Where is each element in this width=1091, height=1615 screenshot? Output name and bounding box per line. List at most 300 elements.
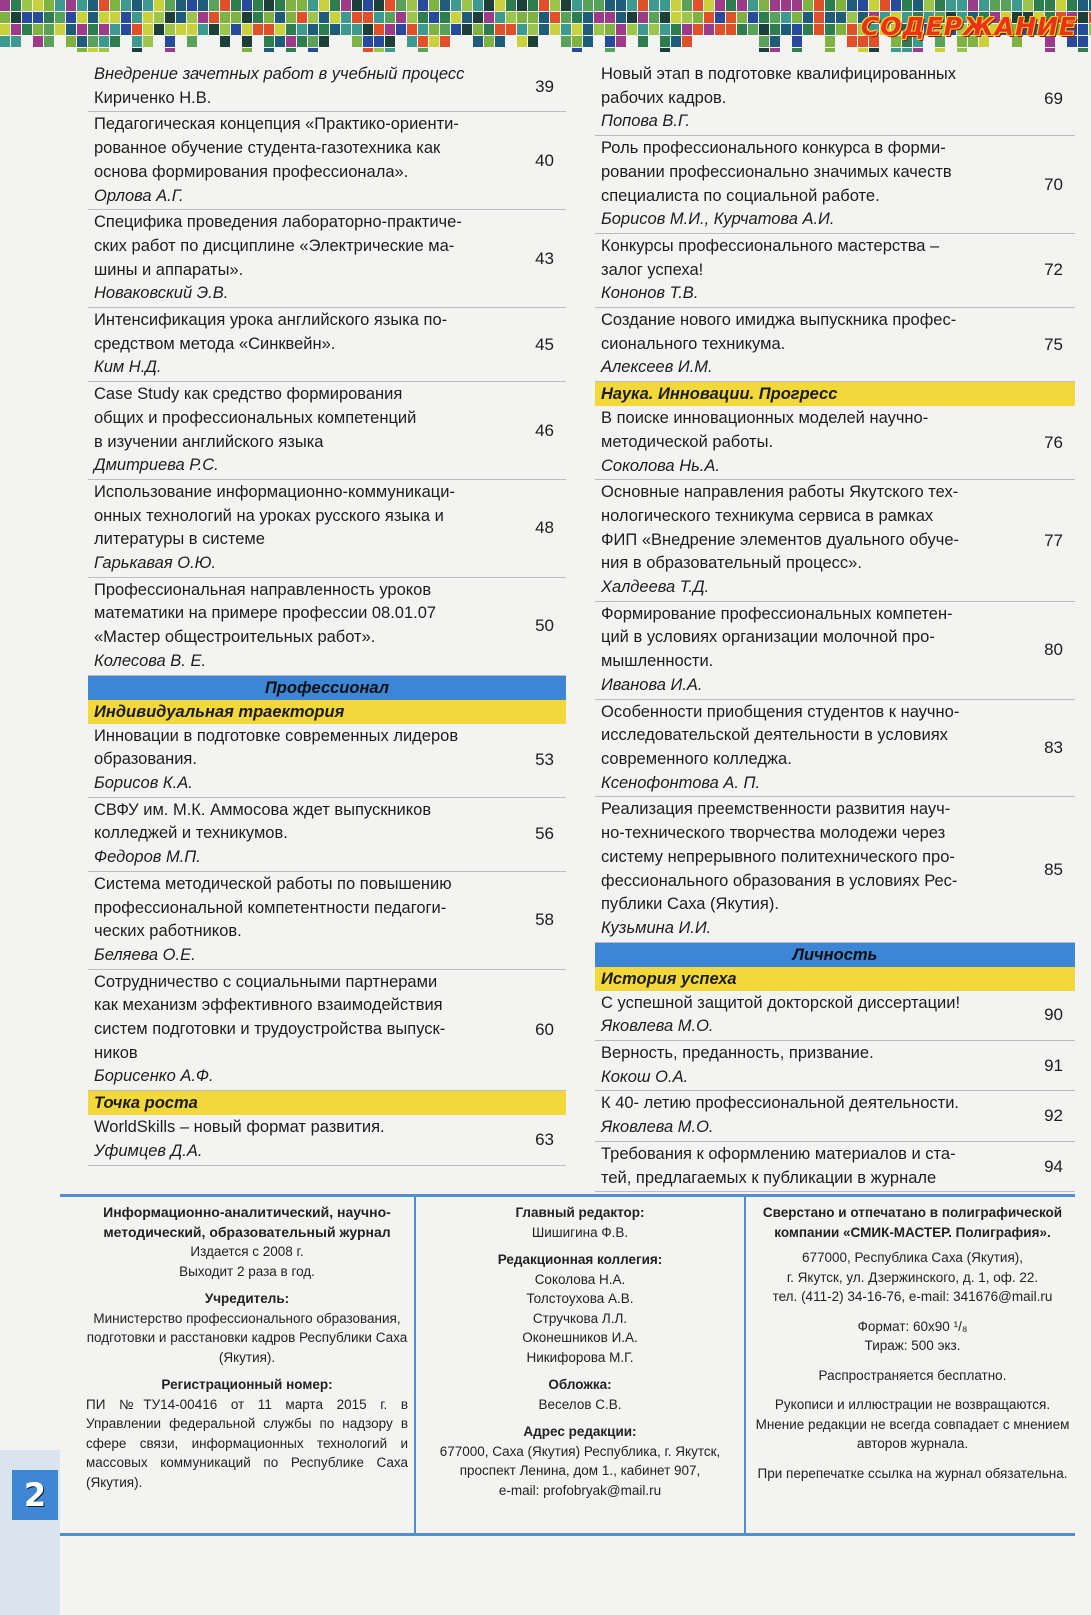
toc-entry[interactable]	[88, 308, 566, 382]
editorial-email[interactable]: e-mail: profobryak@mail.ru	[498, 1482, 662, 1498]
imprint-editorial	[420, 1203, 740, 1500]
mosaic-tile	[286, 24, 296, 35]
mosaic-tile	[528, 36, 538, 47]
mosaic-tile	[957, 0, 967, 11]
mosaic-tile	[495, 0, 505, 11]
mosaic-tile	[792, 48, 802, 52]
entry-page-number: 60	[535, 1020, 554, 1040]
entry-page-number: 50	[535, 616, 554, 636]
mosaic-tile	[528, 12, 538, 23]
founder-label: Учредитель:	[204, 1291, 290, 1306]
mosaic-tile	[858, 48, 868, 52]
mosaic-tile	[11, 36, 21, 47]
mosaic-tile	[583, 24, 593, 35]
editor: Шишигина Ф.В.	[531, 1224, 629, 1240]
mosaic-tile	[748, 0, 758, 11]
toc-entry[interactable]	[88, 210, 566, 308]
toc-entry[interactable]	[88, 62, 566, 112]
toc-entry[interactable]	[88, 382, 566, 480]
mosaic-tile	[561, 0, 571, 11]
mosaic-tile	[352, 24, 362, 35]
entry-title: Формирование профессиональных компетен- ций в условиях организации молочной про- мышленности.	[601, 604, 953, 671]
mosaic-tile	[407, 36, 417, 47]
mosaic-tile	[363, 0, 373, 11]
mosaic-tile	[803, 0, 813, 11]
mosaic-tile	[341, 12, 351, 23]
mosaic-tile	[374, 48, 384, 52]
mosaic-tile	[44, 36, 54, 47]
entry-author: Борисов К.А.	[94, 773, 193, 792]
mosaic-tile	[264, 24, 274, 35]
mosaic-tile	[649, 12, 659, 23]
printer: Сверстано и отпечатано в полиграфической компании «СМИК-МАСТЕР. Полиграфия».	[762, 1205, 1063, 1240]
mosaic-tile	[198, 24, 208, 35]
mosaic-tile	[462, 12, 472, 23]
mosaic-tile	[638, 24, 648, 35]
mosaic-tile	[253, 0, 263, 11]
mosaic-tile	[759, 0, 769, 11]
distribution-note: Распространяется бесплатно.	[818, 1367, 1007, 1383]
mosaic-tile	[165, 48, 175, 52]
divider-bottom	[60, 1533, 1075, 1536]
mosaic-tile	[198, 0, 208, 11]
entry-author: Орлова А.Г.	[94, 186, 184, 205]
mosaic-tile	[132, 12, 142, 23]
mosaic-tile	[198, 12, 208, 23]
mosaic-tile	[759, 24, 769, 35]
mosaic-tile	[77, 48, 87, 52]
mosaic-tile	[66, 12, 76, 23]
mosaic-tile	[319, 12, 329, 23]
mosaic-tile	[1078, 48, 1088, 52]
entry-title: Использование информационно-коммуникаци- онных технологий на уроках русского языка и литературы в системе	[94, 482, 455, 549]
mosaic-tile	[902, 48, 912, 52]
mosaic-tile	[33, 36, 43, 47]
mosaic-tile	[33, 0, 43, 11]
mosaic-tile	[297, 12, 307, 23]
entry-title: Роль профессионального конкурса в форми- ровании профессионально значимых качеств специалиста по социальной работе.	[601, 139, 952, 205]
entry-title: Case Study как средство формирования общих и профессиональных компетенций в изучении английского языка	[94, 385, 417, 451]
mosaic-tile	[286, 36, 296, 47]
mosaic-tile	[231, 24, 241, 35]
mosaic-tile	[473, 12, 483, 23]
imprint-printer	[750, 1203, 1075, 1483]
entry-page-number: 76	[1044, 432, 1063, 452]
mosaic-tile	[418, 0, 428, 11]
entry-title: В поиске инновационных моделей научно- методической работы.	[601, 409, 929, 451]
board-member: Никифорова М.Г.	[526, 1349, 634, 1365]
mosaic-tile	[220, 24, 230, 35]
mosaic-tile	[209, 24, 219, 35]
mosaic-tile	[913, 0, 923, 11]
mosaic-tile	[484, 24, 494, 35]
mosaic-tile	[275, 0, 285, 11]
entry-author: Новаковский Э.В.	[94, 284, 229, 303]
mosaic-tile	[264, 48, 274, 52]
toc-entry[interactable]	[595, 308, 1075, 382]
entry-page-number: 92	[1044, 1106, 1063, 1126]
mosaic-tile	[836, 0, 846, 11]
mosaic-tile	[385, 0, 395, 11]
mosaic-tile	[132, 0, 142, 11]
mosaic-tile	[726, 0, 736, 11]
mosaic-tile	[132, 36, 142, 47]
toc-entry[interactable]	[595, 1091, 1075, 1141]
mosaic-tile	[715, 12, 725, 23]
mosaic-tile	[770, 12, 780, 23]
mosaic-tile	[616, 36, 626, 47]
entry-title: Создание нового имиджа выпускника профес- сионального техникума.	[601, 311, 957, 353]
mosaic-tile	[132, 48, 142, 52]
mosaic-tile	[495, 24, 505, 35]
mosaic-tile	[363, 12, 373, 23]
entry-page-number: 43	[535, 248, 554, 268]
mosaic-tile	[671, 12, 681, 23]
mosaic-tile	[429, 36, 439, 47]
entry-page-number: 48	[535, 518, 554, 538]
mosaic-tile	[440, 24, 450, 35]
mosaic-tile	[605, 36, 615, 47]
mosaic-tile	[836, 24, 846, 35]
toc-section-heading: Личность	[595, 943, 1075, 967]
mosaic-tile	[396, 0, 406, 11]
mosaic-tile	[759, 12, 769, 23]
mosaic-tile	[858, 0, 868, 11]
board-member: Оконешников И.А.	[522, 1330, 638, 1345]
mosaic-tile	[693, 12, 703, 23]
mosaic-tile	[407, 24, 417, 35]
mosaic-tile	[88, 24, 98, 35]
toc-entry[interactable]	[88, 112, 566, 210]
toc-entry[interactable]	[88, 480, 566, 578]
mosaic-tile	[1001, 0, 1011, 11]
mosaic-tile	[517, 12, 527, 23]
entry-page-number: 80	[1044, 640, 1063, 660]
mosaic-tile	[0, 36, 10, 47]
entry-title: Интенсификация урока английского языка по- средством метода «Синквейн».	[94, 311, 448, 353]
mosaic-tile	[33, 12, 43, 23]
mosaic-tile	[165, 12, 175, 23]
mosaic-tile	[660, 36, 670, 47]
entry-page-number: 90	[1044, 1005, 1063, 1025]
entry-title: Новый этап в подготовке квалифицированных рабочих кадров.	[601, 65, 957, 107]
mosaic-tile	[814, 0, 824, 11]
mosaic-tile	[847, 12, 857, 23]
mosaic-tile	[22, 0, 32, 11]
mosaic-tile	[143, 24, 153, 35]
mosaic-tile	[1078, 24, 1088, 35]
mosaic-tile	[308, 12, 318, 23]
mosaic-tile	[99, 12, 109, 23]
mosaic-tile	[561, 12, 571, 23]
imprint-publisher	[86, 1203, 408, 1492]
mosaic-tile	[462, 0, 472, 11]
entry-page-number: 58	[535, 910, 554, 930]
page-number: 2	[12, 1470, 58, 1520]
mosaic-tile	[121, 0, 131, 11]
mosaic-tile	[374, 36, 384, 47]
mosaic-tile	[1045, 0, 1055, 11]
toc-entry[interactable]	[595, 480, 1075, 602]
mosaic-tile	[0, 0, 10, 11]
mosaic-tile	[517, 24, 527, 35]
entry-page-number: 75	[1044, 334, 1063, 354]
entry-title: СВФУ им. М.К. Аммосова ждет выпускников колледжей и техникумов.	[94, 800, 432, 843]
mosaic-tile	[781, 0, 791, 11]
mosaic-tile	[176, 12, 186, 23]
mosaic-tile	[308, 24, 318, 35]
toc-entry[interactable]	[88, 724, 566, 798]
mosaic-tile	[825, 12, 835, 23]
mosaic-tile	[737, 24, 747, 35]
mosaic-tile	[220, 36, 230, 47]
mosaic-tile	[682, 24, 692, 35]
mosaic-tile	[484, 12, 494, 23]
mosaic-tile	[253, 24, 263, 35]
entry-title: Инновации в подготовке современных лидеров образования.	[94, 726, 459, 769]
journal-type: Информационно-аналитический, научно-методический, образовательный журнал	[103, 1204, 391, 1240]
mosaic-tile	[968, 0, 978, 11]
mosaic-tile	[407, 0, 417, 11]
mosaic-tile	[143, 12, 153, 23]
toc-right-column	[595, 62, 1075, 1192]
mosaic-tile	[242, 48, 252, 52]
mosaic-tile	[748, 24, 758, 35]
mosaic-tile	[1078, 0, 1088, 11]
mosaic-tile	[539, 12, 549, 23]
toc-entry[interactable]	[88, 872, 566, 970]
mosaic-tile	[935, 0, 945, 11]
mosaic-tile	[308, 0, 318, 11]
mosaic-tile	[814, 24, 824, 35]
entry-page-number: 56	[535, 824, 554, 844]
page-section-title: СОДЕРЖАНИЕ	[860, 12, 1077, 41]
mosaic-tile	[605, 12, 615, 23]
entry-title: Система методической работы по повышению профессиональной компетентности педагоги- ческих работников.	[94, 874, 452, 941]
mosaic-tile	[11, 24, 21, 35]
toc-subsection-heading: Наука. Инновации. Прогресс	[595, 382, 1075, 406]
entry-title: Внедрение зачетных работ в учебный процесс	[94, 65, 465, 83]
mosaic-tile	[77, 12, 87, 23]
mosaic-tile	[682, 36, 692, 47]
entry-page-number: 39	[535, 76, 554, 96]
toc-entry[interactable]	[88, 970, 566, 1092]
mosaic-tile	[847, 36, 857, 47]
mosaic-tile	[528, 0, 538, 11]
mosaic-tile	[550, 24, 560, 35]
entry-author: Халдеева Т.Д.	[601, 578, 710, 597]
entry-author: Федоров М.П.	[94, 848, 201, 867]
mosaic-tile	[231, 0, 241, 11]
mosaic-tile	[385, 36, 395, 47]
mosaic-tile	[451, 12, 461, 23]
address-label: Адрес редакции:	[523, 1424, 637, 1439]
mosaic-tile	[605, 48, 615, 52]
mosaic-tile	[121, 24, 131, 35]
mosaic-tile	[55, 12, 65, 23]
mosaic-tile	[363, 48, 373, 52]
entry-page-number: 85	[1044, 859, 1063, 879]
entry-title: Реализация преемственности развития науч- но-технического творчества молодежи через систему непрерывного политехнического про- фессионального образования в условиях Рес- публики Саха (Якутия).	[601, 800, 958, 914]
toc-entry[interactable]	[595, 1041, 1075, 1091]
founder: Министерство профессионального образования, подготовки и расстановки кадров Республики Саха (Якутия).	[86, 1310, 408, 1365]
mosaic-tile	[693, 0, 703, 11]
mosaic-tile	[429, 0, 439, 11]
mosaic-tile	[440, 36, 450, 47]
mosaic-tile	[990, 0, 1000, 11]
entry-author: Соколова Нь.А.	[601, 456, 720, 475]
mosaic-tile	[737, 12, 747, 23]
mosaic-tile	[748, 12, 758, 23]
entry-page-number: 63	[535, 1129, 554, 1149]
mosaic-tile	[781, 24, 791, 35]
mosaic-tile	[660, 12, 670, 23]
mosaic-tile	[440, 12, 450, 23]
entry-author: Ким Н.Д.	[94, 358, 162, 377]
mosaic-tile	[869, 48, 879, 52]
entry-author: Беляева О.Е.	[94, 945, 196, 964]
entry-page-number: 94	[1044, 1156, 1063, 1176]
mosaic-tile	[594, 24, 604, 35]
mosaic-tile	[506, 0, 516, 11]
mosaic-tile	[264, 36, 274, 47]
mosaic-tile	[638, 0, 648, 11]
toc-entry[interactable]	[88, 578, 566, 676]
mosaic-tile	[616, 0, 626, 11]
mosaic-tile	[242, 12, 252, 23]
mosaic-tile	[308, 36, 318, 47]
mosaic-tile	[286, 48, 296, 52]
mosaic-tile	[154, 24, 164, 35]
mosaic-tile	[649, 0, 659, 11]
mosaic-tile	[473, 36, 483, 47]
mosaic-tile	[825, 0, 835, 11]
entry-title: К 40- летию профессиональной деятельности.	[601, 1094, 960, 1113]
entry-page-number: 91	[1044, 1055, 1063, 1075]
mosaic-tile	[363, 24, 373, 35]
board-member: Толстоухова А.В.	[526, 1291, 634, 1306]
mosaic-tile	[649, 24, 659, 35]
entry-page-number: 46	[535, 420, 554, 440]
mosaic-tile	[297, 24, 307, 35]
mosaic-tile	[88, 0, 98, 11]
mosaic-tile	[88, 48, 98, 52]
mosaic-tile	[308, 48, 318, 52]
mosaic-tile	[55, 24, 65, 35]
entry-author: Уфимцев Д.А.	[94, 1141, 203, 1160]
mosaic-tile	[803, 24, 813, 35]
mosaic-tile	[88, 12, 98, 23]
entry-author: Борисов М.И., Курчатова А.И.	[601, 210, 835, 229]
editor-label: Главный редактор:	[515, 1205, 645, 1220]
mosaic-tile	[605, 24, 615, 35]
mosaic-tile	[627, 12, 637, 23]
mosaic-tile	[693, 24, 703, 35]
toc-entry[interactable]	[595, 62, 1075, 136]
mosaic-tile	[165, 36, 175, 47]
cover-artist: Веселов С.В.	[538, 1396, 622, 1412]
mosaic-tile	[55, 0, 65, 11]
manuscripts-note: Рукописи и иллюстрации не возвращаются. Мнение редакции не всегда совпадает с мнением авторов журнала.	[755, 1397, 1070, 1451]
toc-entry[interactable]	[595, 136, 1075, 234]
mosaic-tile	[22, 24, 32, 35]
mosaic-tile	[715, 0, 725, 11]
mosaic-tile	[583, 0, 593, 11]
mosaic-tile	[506, 12, 516, 23]
entry-author: Яковлева М.О.	[601, 1017, 714, 1036]
mosaic-tile	[484, 0, 494, 11]
mosaic-tile	[473, 24, 483, 35]
mosaic-tile	[517, 36, 527, 47]
mosaic-tile	[374, 0, 384, 11]
cover-label: Обложка:	[548, 1377, 612, 1392]
entry-page-number: 53	[535, 750, 554, 770]
mosaic-tile	[957, 48, 967, 52]
mosaic-tile	[836, 12, 846, 23]
mosaic-tile	[660, 24, 670, 35]
mosaic-tile	[924, 0, 934, 11]
mosaic-tile	[814, 12, 824, 23]
mosaic-tile	[495, 12, 505, 23]
toc-entry[interactable]	[595, 700, 1075, 798]
mosaic-tile	[561, 24, 571, 35]
mosaic-tile	[286, 0, 296, 11]
toc-entry[interactable]	[595, 234, 1075, 308]
mosaic-tile	[594, 0, 604, 11]
mosaic-tile	[770, 24, 780, 35]
mosaic-tile	[616, 12, 626, 23]
mosaic-tile	[242, 36, 252, 47]
toc-entry[interactable]	[595, 991, 1075, 1041]
mosaic-tile	[1067, 0, 1077, 11]
entry-author: Иванова И.А.	[601, 675, 703, 694]
toc-entry[interactable]	[595, 406, 1075, 480]
mosaic-tile	[627, 0, 637, 11]
mosaic-tile	[176, 0, 186, 11]
mosaic-tile	[22, 12, 32, 23]
toc-entry[interactable]	[595, 602, 1075, 700]
toc-subsection-heading: История успеха	[595, 967, 1075, 991]
toc-entry[interactable]	[595, 1142, 1075, 1192]
mosaic-tile	[550, 12, 560, 23]
entry-author: Попова В.Г.	[601, 112, 690, 131]
toc-subsection-heading: Точка роста	[88, 1091, 566, 1115]
mosaic-tile	[770, 48, 780, 52]
mosaic-tile	[176, 24, 186, 35]
mosaic-tile	[165, 0, 175, 11]
mosaic-tile	[451, 24, 461, 35]
entry-title: Требования к оформлению материалов и ста- тей, предлагаемых к публикации в журнале	[601, 1144, 956, 1187]
toc-entry[interactable]	[595, 797, 1075, 942]
mosaic-tile	[671, 24, 681, 35]
mosaic-tile	[539, 0, 549, 11]
mosaic-tile	[341, 24, 351, 35]
mosaic-tile	[715, 24, 725, 35]
entry-title: WorldSkills – новый формат развития.	[94, 1118, 385, 1137]
mosaic-tile	[363, 36, 373, 47]
mosaic-tile	[187, 24, 197, 35]
board-label: Редакционная коллегия:	[497, 1252, 663, 1267]
mosaic-tile	[341, 0, 351, 11]
mosaic-tile	[418, 48, 428, 52]
entry-page-number: 40	[535, 150, 554, 170]
toc-entry[interactable]	[88, 1115, 566, 1165]
printer-address: 677000, Республика Саха (Якутия),	[801, 1250, 1024, 1265]
mosaic-tile	[154, 12, 164, 23]
toc-entry[interactable]	[88, 798, 566, 872]
mosaic-tile	[572, 0, 582, 11]
mosaic-tile	[759, 48, 769, 52]
